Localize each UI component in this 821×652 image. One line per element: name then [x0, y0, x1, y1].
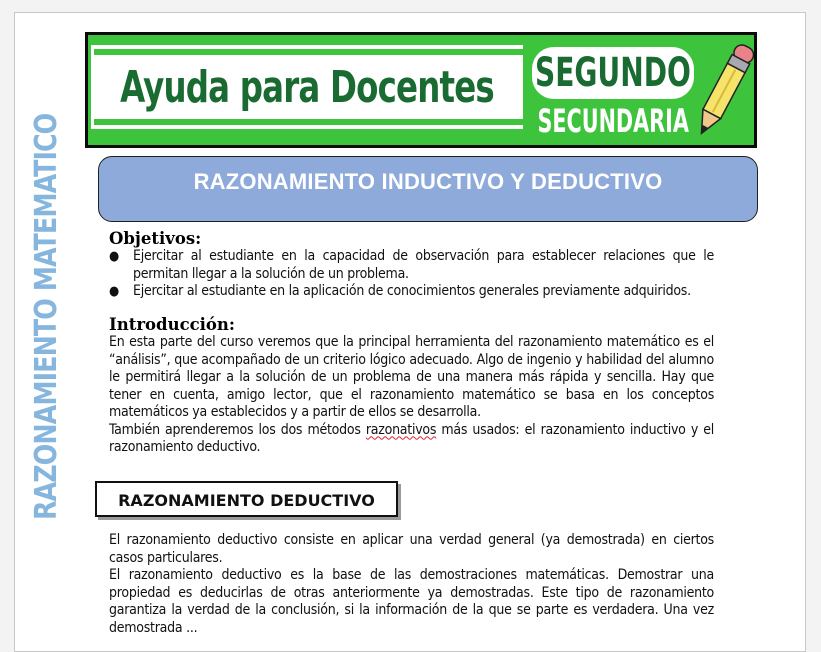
level-label: SECUNDARIA	[537, 102, 689, 140]
objective-text: Ejercitar al estudiante en la aplicación de conocimientos generales previamente adquiridos.	[133, 283, 691, 299]
objectives-list	[109, 248, 714, 301]
introduction-heading: Introducción:	[109, 315, 236, 334]
header-banner	[85, 32, 757, 148]
objective-item	[109, 283, 714, 301]
lesson-title: RAZONAMIENTO INDUCTIVO Y DEDUCTIVO	[193, 169, 663, 194]
introduction-paragraph: En esta parte del curso veremos que la principal herramienta del razonamiento matemático es el “análisis”, que acompañado de un criterio lógico adecuado. Algo de ingenio y habilidad del alumno le permitirá llegar a la solución de un problema de una manera más rápida y sencilla. Hay que tener en cuenta, amigo lector, que el razonamiento matemático se basa en los conceptos matemáticos ya establecidos y a partir de ellos se desarrolla.	[109, 334, 714, 420]
deductive-paragraph-2: El razonamiento deductivo es la base de las demostraciones matemáticas. Demostrar una propiedad es deducirlas de otras anteriormente ya demostradas. Este tipo de razonamiento garantiza la verdad de la conclusión, si la información de la que se parte es verdadera. Una vez demostrada ...	[109, 567, 714, 636]
objectives-heading: Objetivos:	[109, 229, 202, 248]
banner-title-band	[91, 45, 523, 129]
grade-badge	[532, 47, 694, 99]
vertical-subject-label	[29, 113, 64, 520]
spellcheck-flagged-word[interactable]: razonativos	[365, 421, 437, 438]
vertical-subject-text: RAZONAMIENTO MATEMATICO	[29, 113, 64, 520]
grade-label: SEGUNDO	[535, 50, 691, 96]
deductive-paragraph: El razonamiento deductivo consiste en aplicar una verdad general (ya demostrada) en ciertos casos particulares.	[109, 532, 714, 566]
introduction-paragraph-2	[109, 422, 714, 457]
introduction-section	[109, 316, 714, 457]
banner-title: Ayuda para Docentes	[120, 61, 494, 113]
banner-stripe-bottom	[94, 119, 524, 125]
bullet-icon: ●	[109, 249, 120, 264]
objective-text: Ejercitar al estudiante en la capacidad de observación para establecer relaciones que le permitan llegar a la solución de un problema.	[133, 248, 714, 282]
section-heading: RAZONAMIENTO DEDUCTIVO	[118, 491, 375, 510]
bullet-icon: ●	[109, 284, 120, 299]
pencil-icon	[694, 37, 754, 145]
text-run: más usados: el razonamiento inductivo y el razonamiento deductivo.	[109, 421, 714, 455]
level-badge	[532, 101, 694, 141]
section-heading-box	[95, 481, 398, 517]
objective-item	[109, 248, 714, 283]
objectives-section	[109, 230, 714, 301]
lesson-title-box	[98, 156, 758, 222]
banner-stripe-top	[94, 49, 524, 55]
deductive-section	[109, 532, 714, 637]
text-run: También aprenderemos los dos métodos	[109, 421, 366, 438]
